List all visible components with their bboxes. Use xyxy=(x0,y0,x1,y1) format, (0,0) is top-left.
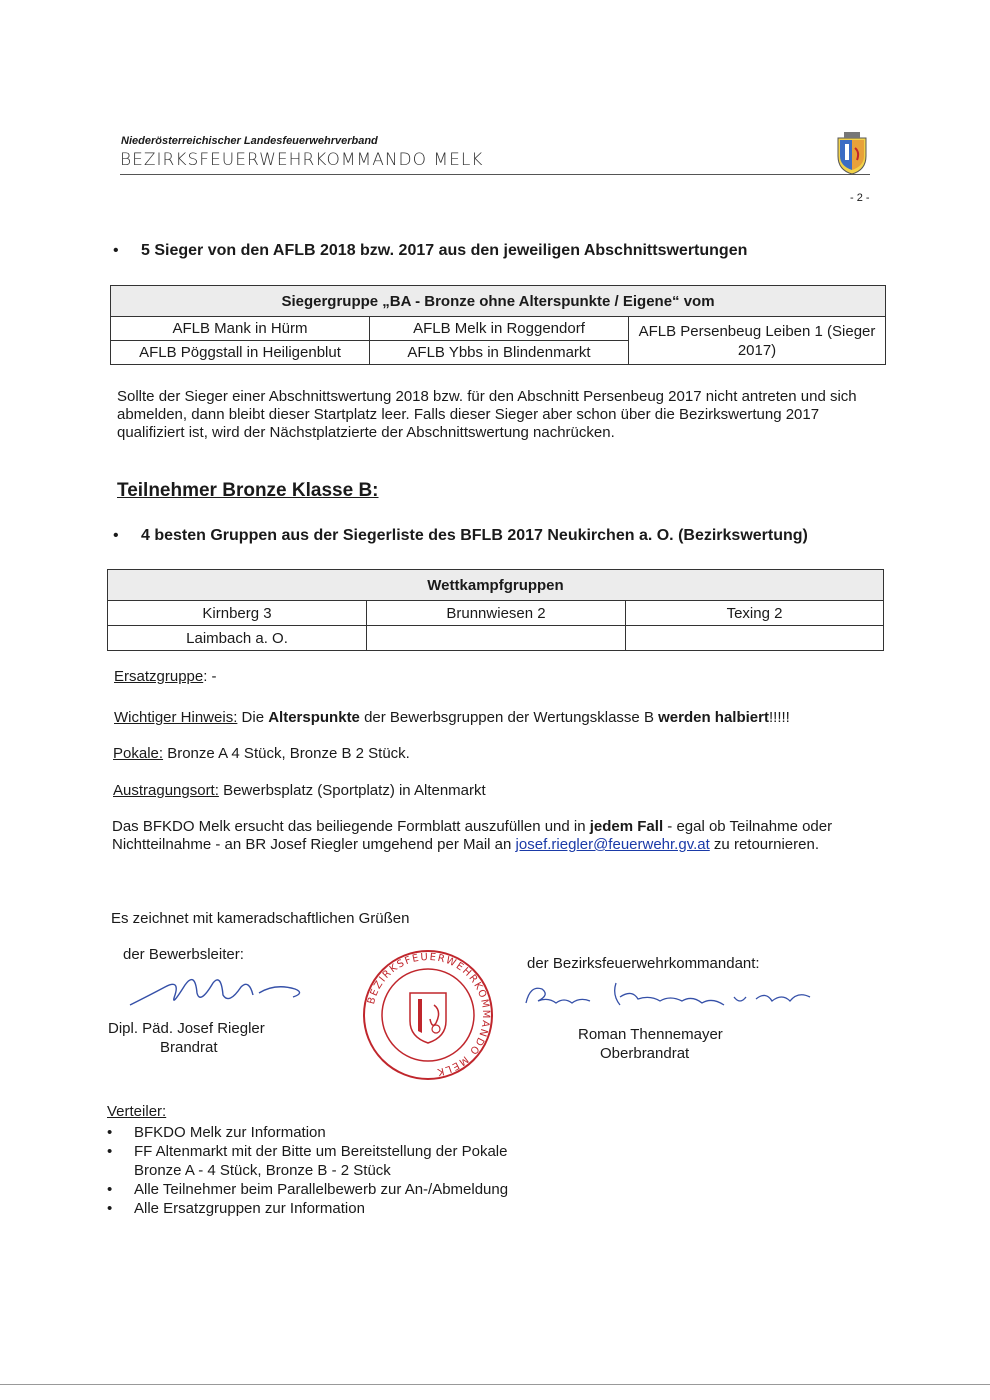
bottom-rule xyxy=(0,1384,990,1385)
section2-bullet-heading: • 4 besten Gruppen aus der Siegerliste des BFLB 2017 Neukirchen a. O. (Bezirkswertung) xyxy=(113,527,808,544)
hinweis-bold: Alterspunkte xyxy=(268,709,360,726)
coat-of-arms-logo xyxy=(832,130,872,176)
list-item: • BFKDO Melk zur Information xyxy=(107,1123,508,1142)
request-text: Das BFKDO Melk ersucht das beiliegende Formblatt auszufüllen und in xyxy=(112,818,590,835)
section2-title: Teilnehmer Bronze Klasse B: xyxy=(117,480,379,501)
list-item: • Alle Ersatzgruppen zur Information xyxy=(107,1199,508,1218)
section1-note: Sollte der Sieger einer Abschnittswertung 2018 bzw. für den Abschnitt Persenbeug 2017 nicht antreten und sich abmelden, dann bleibt dieser Startplatz leer. Falls dieser Sieger aber schon über die Bezirkswertung 2017 qualifiziert ist, wird der Nächstplatzierte der Abschnittswertung nachrücken. xyxy=(117,388,857,441)
ersatz-value: : - xyxy=(203,668,217,685)
signature-riegler xyxy=(125,965,315,1015)
page-number: - 2 - xyxy=(850,192,870,204)
ort-line xyxy=(113,782,873,800)
ort-label: Austragungsort: xyxy=(113,782,219,799)
section2-table xyxy=(107,569,884,651)
section2-table-header: Wettkampfgruppen xyxy=(108,570,884,601)
table-cell-text: AFLB Persenbeug Leiben 1 (Sieger 2017) xyxy=(638,322,876,359)
table-cell xyxy=(367,626,626,651)
ersatz-line xyxy=(114,668,874,686)
ersatz-label: Ersatzgruppe xyxy=(114,668,204,685)
pokale-value: Bronze A 4 Stück, Bronze B 2 Stück. xyxy=(163,745,410,762)
request-text: zu retournieren. xyxy=(709,836,819,853)
right-signer-rank: Oberbrandrat xyxy=(600,1045,690,1062)
table-cell: AFLB Melk in Roggendorf xyxy=(370,317,629,341)
section1-heading-text: 5 Sieger von den AFLB 2018 bzw. 2017 aus den jeweiligen Abschnittswertungen xyxy=(141,242,748,259)
table-cell: Texing 2 xyxy=(626,601,884,626)
ort-value: Bewerbsplatz (Sportplatz) in Altenmarkt xyxy=(218,782,486,799)
table-cell: Laimbach a. O. xyxy=(108,626,367,651)
hinweis-text: !!!!! xyxy=(768,709,790,726)
header-rule xyxy=(120,174,870,175)
hinweis-text: Die xyxy=(237,709,269,726)
hinweis-text: der Bewerbsgruppen der Wertungsklasse B xyxy=(359,709,659,726)
table-cell-persenbeug xyxy=(629,317,886,365)
request-text: - egal ob Teilnahme oder Nichtteilnahme - an BR Josef Riegler umgehend per Mail an xyxy=(112,818,833,853)
hinweis-bold: werden halbiert xyxy=(658,709,769,726)
request-paragraph xyxy=(112,818,862,854)
request-bold: jedem Fall xyxy=(589,818,664,835)
table-cell xyxy=(626,626,884,651)
signature-thennemayer xyxy=(520,975,820,1020)
right-signer-name: Roman Thennemayer xyxy=(578,1026,723,1043)
pokale-label: Pokale: xyxy=(113,745,164,762)
command-name: BEZIRKSFEUERWEHRKOMMANDO MELK xyxy=(120,150,484,170)
official-stamp xyxy=(358,945,498,1085)
distribution-list xyxy=(107,1102,508,1218)
left-signer-name: Dipl. Päd. Josef Riegler xyxy=(108,1020,265,1037)
hinweis-line xyxy=(114,709,884,727)
pokale-line xyxy=(113,745,873,763)
stamp-ring-text: BEZIRKSFEUERWEHRKOMMANDO MELK xyxy=(366,951,492,1078)
left-signer-rank: Brandrat xyxy=(160,1039,218,1056)
distribution-title: Verteiler: xyxy=(107,1103,167,1120)
section1-bullet-heading: • 5 Sieger von den AFLB 2018 bzw. 2017 aus den jeweiligen Abschnittswertungen xyxy=(113,242,748,259)
table-cell: AFLB Pöggstall in Heiligenblut xyxy=(111,341,370,365)
list-item xyxy=(107,1142,508,1180)
left-signer-role: der Bewerbsleiter: xyxy=(123,946,244,963)
table-cell: AFLB Mank in Hürm xyxy=(111,317,370,341)
section1-table xyxy=(110,285,886,365)
table-cell: AFLB Ybbs in Blindenmarkt xyxy=(370,341,629,365)
email-link[interactable]: josef.riegler@feuerwehr.gv.at xyxy=(515,836,710,853)
hinweis-label: Wichtiger Hinweis: xyxy=(114,709,238,726)
list-item-text: FF Altenmarkt mit der Bitte um Bereitstellung der Pokale xyxy=(134,1143,508,1160)
org-name: Niederösterreichischer Landesfeuerwehrverband xyxy=(121,135,378,147)
table-cell: Brunnwiesen 2 xyxy=(367,601,626,626)
table-cell: Kirnberg 3 xyxy=(108,601,367,626)
section1-table-header: Siegergruppe „BA - Bronze ohne Alterspunkte / Eigene“ vom xyxy=(111,286,886,317)
right-signer-role: der Bezirksfeuerwehrkommandant: xyxy=(527,955,760,972)
greeting: Es zeichnet mit kameradschaftlichen Grüßen xyxy=(111,910,410,927)
section2-heading-text: 4 besten Gruppen aus der Siegerliste des BFLB 2017 Neukirchen a. O. (Bezirkswertung) xyxy=(141,527,808,544)
list-item-text: Bronze A - 4 Stück, Bronze B - 2 Stück xyxy=(134,1162,391,1179)
list-item: • Alle Teilnehmer beim Parallelbewerb zur An-/Abmeldung xyxy=(107,1180,508,1199)
